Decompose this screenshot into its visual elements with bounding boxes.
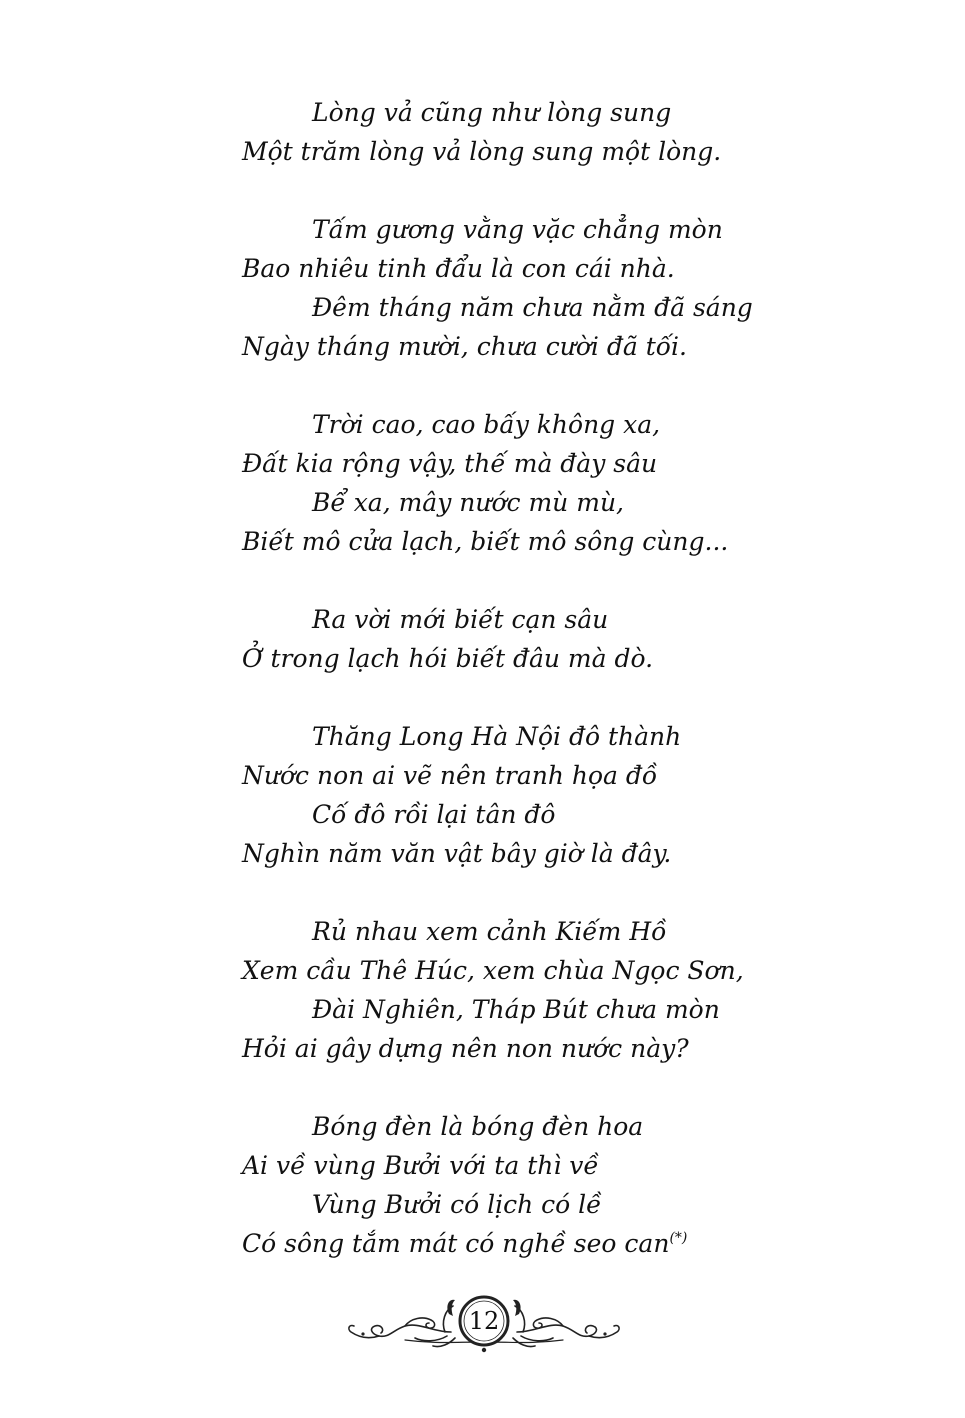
poem-line xyxy=(242,1224,882,1263)
poem-line xyxy=(242,717,882,756)
poem-line xyxy=(242,444,882,483)
poem-line xyxy=(242,483,882,522)
poem-line-text: Tấm gương vằng vặc chẳng mòn xyxy=(312,215,723,244)
poem-line xyxy=(242,210,882,249)
poem-line-text: Nước non ai vẽ nên tranh họa đồ xyxy=(242,761,658,790)
poem-line xyxy=(242,639,882,678)
poem-line-text: Rủ nhau xem cảnh Kiếm Hồ xyxy=(312,917,667,946)
stanza xyxy=(242,600,882,678)
poem-line-text: Bao nhiêu tinh đẩu là con cái nhà. xyxy=(242,254,675,283)
stanza xyxy=(242,912,882,1068)
poem-line-text: Ai về vùng Bưởi với ta thì về xyxy=(242,1151,599,1180)
poem-line-text: Ra vời mới biết cạn sâu xyxy=(312,605,609,634)
poem-line-text: Ngày tháng mười, chưa cười đã tối. xyxy=(242,332,687,361)
poem-line-text: Ở trong lạch hói biết đâu mà dò. xyxy=(242,644,654,673)
poem-line xyxy=(242,756,882,795)
poem-line xyxy=(242,1029,882,1068)
poem-line-text: Bóng đèn là bóng đèn hoa xyxy=(312,1112,644,1141)
poem-line-text: Xem cầu Thê Húc, xem chùa Ngọc Sơn, xyxy=(242,956,744,985)
stanza xyxy=(242,210,882,366)
poem-line xyxy=(242,327,882,366)
stanza xyxy=(242,405,882,561)
poem-line xyxy=(242,249,882,288)
poem-line xyxy=(242,1146,882,1185)
poem-line-text: Có sông tắm mát có nghề seo can xyxy=(242,1229,670,1258)
poem-line xyxy=(242,405,882,444)
poem-line xyxy=(242,93,882,132)
poem-line-text: Vùng Bưởi có lịch có lề xyxy=(312,1190,602,1219)
poem-line xyxy=(242,600,882,639)
page-number: 12 xyxy=(468,1307,500,1335)
poem-line-text: Một trăm lòng vả lòng sung một lòng. xyxy=(242,137,722,166)
poem-body xyxy=(242,93,882,1302)
poem-line-text: Nghìn năm văn vật bây giờ là đây. xyxy=(242,839,672,868)
poem-line xyxy=(242,990,882,1029)
poem-line-text: Đêm tháng năm chưa nằm đã sáng xyxy=(312,293,753,322)
poem-line xyxy=(242,522,882,561)
poem-line-text: Biết mô cửa lạch, biết mô sông cùng... xyxy=(242,527,729,556)
poem-line-text: Cố đô rồi lại tân đô xyxy=(312,800,556,829)
poem-line-text: Trời cao, cao bấy không xa, xyxy=(312,410,661,439)
poem-line xyxy=(242,1107,882,1146)
page-footer xyxy=(345,1292,623,1356)
poem-line xyxy=(242,132,882,171)
poem-line xyxy=(242,288,882,327)
stanza xyxy=(242,717,882,873)
stanza xyxy=(242,1107,882,1263)
poem-line-text: Hỏi ai gây dựng nên non nước này? xyxy=(242,1034,689,1063)
poem-line xyxy=(242,912,882,951)
poem-line-text: Thăng Long Hà Nội đô thành xyxy=(312,722,682,751)
poem-line xyxy=(242,1185,882,1224)
poem-line-text: Đài Nghiên, Tháp Bút chưa mòn xyxy=(312,995,720,1024)
poem-line xyxy=(242,951,882,990)
poem-line-text: Đất kia rộng vậy, thế mà đày sâu xyxy=(242,449,658,478)
poem-line-text: Bể xa, mây nước mù mù, xyxy=(312,488,624,517)
footnote-marker: (*) xyxy=(669,1230,688,1246)
poem-line xyxy=(242,795,882,834)
poem-line-text: Lòng vả cũng như lòng sung xyxy=(312,98,672,127)
stanza xyxy=(242,93,882,171)
poem-line xyxy=(242,834,882,873)
